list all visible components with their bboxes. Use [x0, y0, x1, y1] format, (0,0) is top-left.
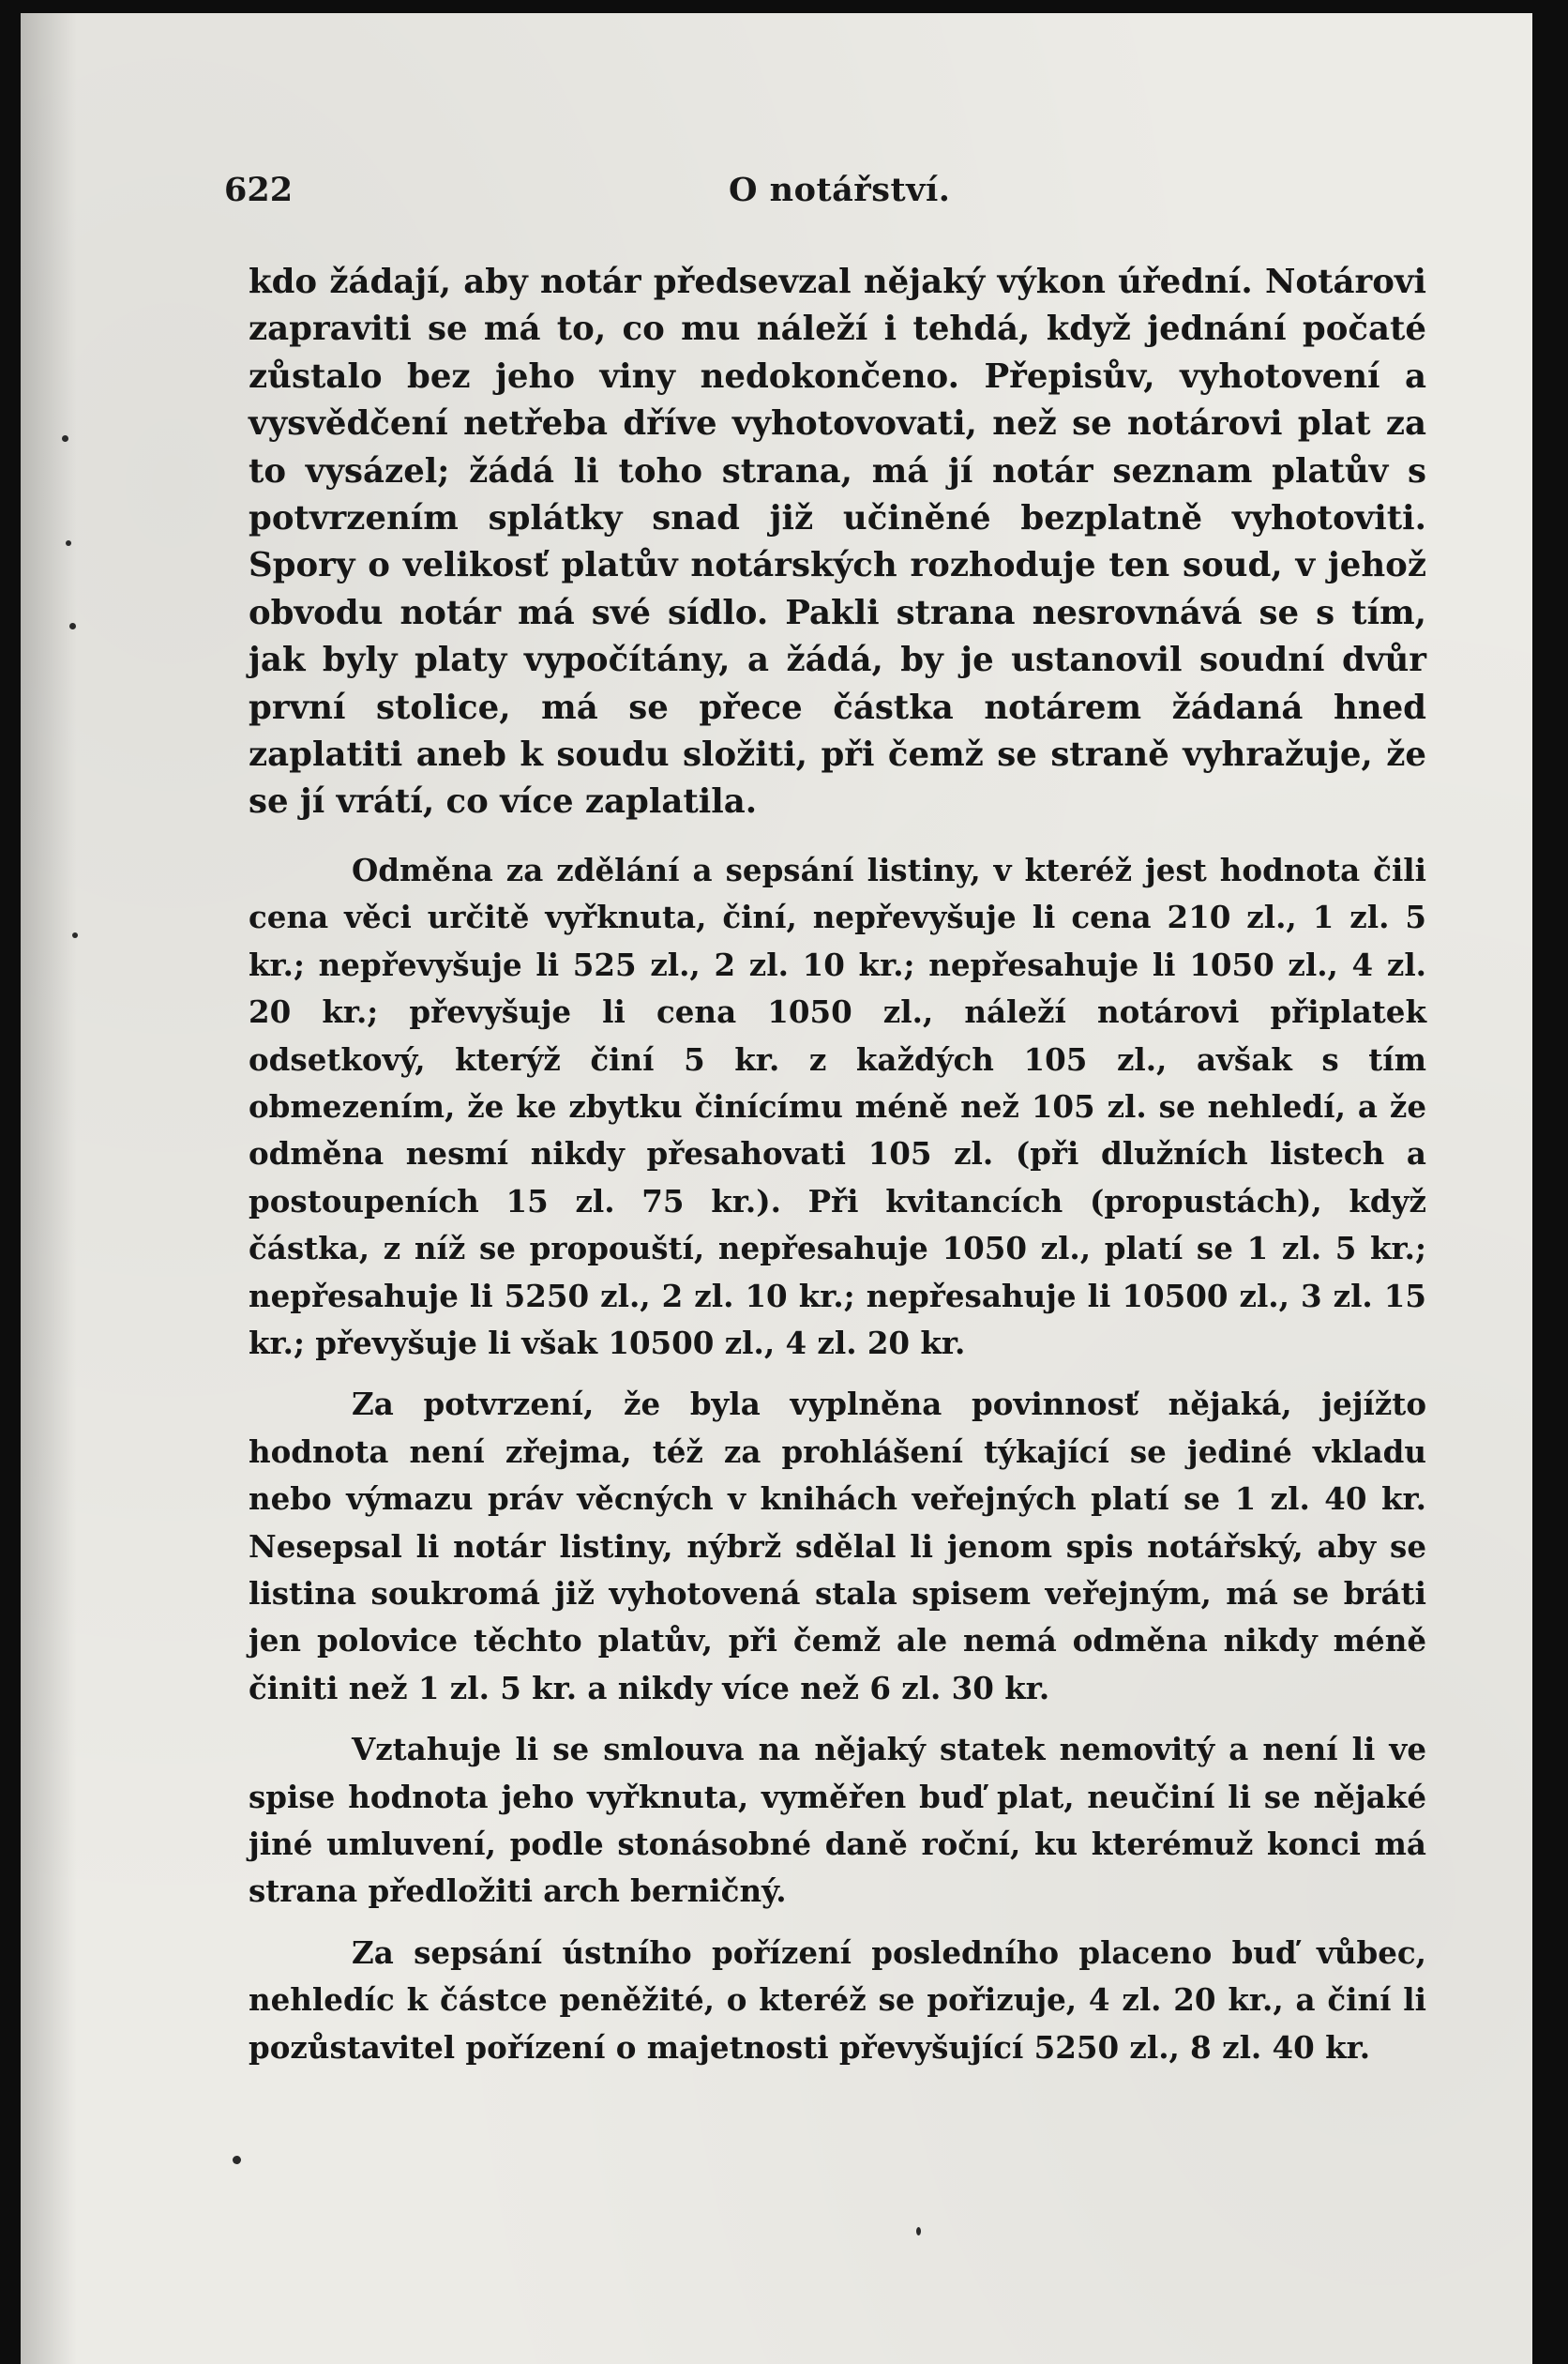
- ink-speck: [916, 2227, 921, 2235]
- running-title: O notářství.: [729, 171, 951, 209]
- page-body: [249, 259, 1426, 2071]
- ink-speck: [62, 435, 68, 442]
- paragraph-4: Vztahuje li se smlouva na nějaký statek nemovitý a není li ve spise hodnota jeho vyřknuta, vyměřen buď plat, neučiní li se nějaké jiné umluvení, podle stonásobné daně roční, ku kterémuž konci má strana předložiti arch berničný.: [249, 1731, 1426, 1910]
- page-number: 622: [224, 171, 294, 209]
- page-header: [21, 171, 1532, 223]
- paragraph-3: Za potvrzení, že byla vyplněna povinnosť nějaká, jejížto hodnota není zřejma, též za prohlášení týkající se jediné vkladu nebo výmazu práv věcných v knihách veřejných platí se 1 zl. 40 kr. Nesepsal li notár listiny, nýbrž sdělal li jenom spis notářský, aby se listina soukromá již vyhotovená stala spisem veřejným, má se bráti jen polovice těchto platův, při čemž ale nemá odměna nikdy méně činiti než 1 zl. 5 kr. a nikdy více než 6 zl. 30 kr.: [249, 1386, 1426, 1706]
- paragraph-2: Odměna za zdělání a sepsání listiny, v kteréž jest hodnota čili cena věci určitě vyřknuta, činí, nepřevyšuje li cena 210 zl., 1 zl. 5 kr.; nepřevyšuje li 525 zl., 2 zl. 10 kr.; nepřesahuje li 1050 zl., 4 zl. 20 kr.; převyšuje li cena 1050 zl., náleží notárovi připlatek odsetkový, kterýž činí 5 kr. z každých 105 zl., avšak s tím obmezením, že ke zbytku činícímu méně než 105 zl. se nehledí, a že odměna nesmí nikdy přesahovati 105 zl. (při dlužních listech a postoupeních 15 zl. 75 kr.). Při kvitancích (propustách), když částka, z níž se propouští, nepřesahuje 1050 zl., platí se 1 zl. 5 kr.; nepřesahuje li 5250 zl., 2 zl. 10 kr.; nepřesahuje li 10500 zl., 3 zl. 15 kr.; převyšuje li však 10500 zl., 4 zl. 20 kr.: [249, 851, 1426, 1361]
- ink-speck: [69, 623, 76, 629]
- book-page: [21, 13, 1532, 2364]
- ink-speck: [66, 540, 71, 546]
- ink-speck: [72, 932, 78, 938]
- paragraph-1: kdo žádají, aby notár předsevzal nějaký výkon úřední. Notárovi zapraviti se má to, co mu náleží i tehdá, když jednání počaté zůstalo bez jeho viny nedokončeno. Přepisův, vyhotovení a vysvědčení netřeba dříve vyhotovovati, než se notárovi plat za to vysázel; žádá li toho strana, má jí notár seznam platův s potvrzením splátky snad již učiněné bezplatně vyhotoviti. Spory o velikosť platův notárských rozhoduje ten soud, v jehož obvodu notár má své sídlo. Pakli strana nesrovnává se s tím, jak byly platy vypočítány, a žádá, by je ustanovil soudní dvůr první stolice, má se přece částka notárem žádaná hned zaplatiti aneb k soudu složiti, při čemž se straně vyhražuje, že se jí vrátí, co více zaplatila.: [249, 263, 1426, 822]
- ink-speck: [233, 2156, 241, 2164]
- paragraph-5: Za sepsání ústního pořízení posledního placeno buď vůbec, nehledíc k částce peněžité, o kteréž se pořizuje, 4 zl. 20 kr., a činí li pozůstavitel pořízení o majetnosti převyšující 5250 zl., 8 zl. 40 kr.: [249, 1933, 1426, 2066]
